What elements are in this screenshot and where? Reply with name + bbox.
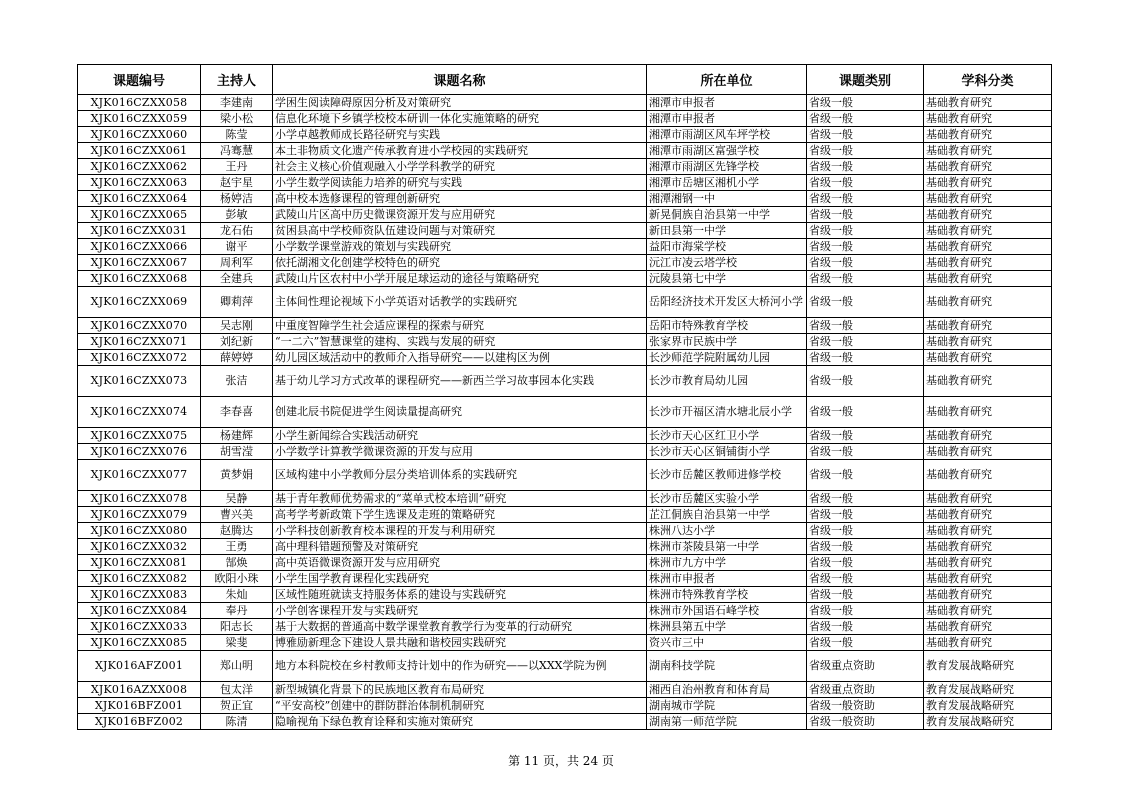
code-cell: XJK016CZXX060: [78, 127, 201, 143]
category-cell: 省级一般: [807, 539, 924, 555]
table-row: [78, 287, 1052, 318]
host-cell: 梁小松: [201, 111, 273, 127]
category-cell: 省级一般: [807, 397, 924, 428]
code-cell: XJK016CZXX058: [78, 95, 201, 111]
unit-cell: 湘潭市雨湖区富强学校: [647, 143, 807, 159]
subject-cell: 基础教育研究: [924, 635, 1052, 651]
unit-cell: 湘潭湘钢一中: [647, 191, 807, 207]
table-row: [78, 334, 1052, 350]
table-row: [78, 239, 1052, 255]
code-cell: XJK016CZXX063: [78, 175, 201, 191]
subject-cell: 基础教育研究: [924, 428, 1052, 444]
host-cell: 吴静: [201, 491, 273, 507]
title-cell: 学困生阅读障碍原因分析及对策研究: [273, 95, 647, 111]
category-cell: 省级一般: [807, 603, 924, 619]
category-cell: 省级一般资助: [807, 714, 924, 730]
unit-cell: 新晃侗族自治县第一中学: [647, 207, 807, 223]
host-cell: 全建兵: [201, 271, 273, 287]
category-cell: 省级一般: [807, 555, 924, 571]
host-cell: 冯骞慧: [201, 143, 273, 159]
code-cell: XJK016CZXX075: [78, 428, 201, 444]
host-cell: 张洁: [201, 366, 273, 397]
category-cell: 省级一般: [807, 255, 924, 271]
host-cell: 包太洋: [201, 682, 273, 698]
subject-cell: 基础教育研究: [924, 350, 1052, 366]
title-cell: 小学生新闻综合实践活动研究: [273, 428, 647, 444]
subject-cell: 基础教育研究: [924, 111, 1052, 127]
code-cell: XJK016CZXX067: [78, 255, 201, 271]
subject-cell: 基础教育研究: [924, 444, 1052, 460]
table-row: [78, 223, 1052, 239]
host-cell: 吴志刚: [201, 318, 273, 334]
category-cell: 省级一般资助: [807, 698, 924, 714]
code-cell: XJK016CZXX073: [78, 366, 201, 397]
subject-cell: 基础教育研究: [924, 603, 1052, 619]
subject-cell: 基础教育研究: [924, 334, 1052, 350]
category-cell: 省级一般: [807, 318, 924, 334]
host-cell: 奉丹: [201, 603, 273, 619]
code-cell: XJK016CZXX084: [78, 603, 201, 619]
title-cell: 高中英语微课资源开发与应用研究: [273, 555, 647, 571]
host-cell: 曹兴美: [201, 507, 273, 523]
code-cell: XJK016CZXX077: [78, 460, 201, 491]
host-cell: 胡雪滢: [201, 444, 273, 460]
title-cell: 高考学考新政策下学生选课及走班的策略研究: [273, 507, 647, 523]
page-number: 第 11 页，共 24 页: [508, 754, 614, 768]
title-cell: “平安高校”创建中的群防群治体制机制研究: [273, 698, 647, 714]
table-row: [78, 366, 1052, 397]
code-cell: XJK016CZXX071: [78, 334, 201, 350]
subject-cell: 基础教育研究: [924, 318, 1052, 334]
title-cell: 高中校本选修课程的管理创新研究: [273, 191, 647, 207]
unit-cell: 长沙市天心区铜铺街小学: [647, 444, 807, 460]
category-cell: 省级一般: [807, 223, 924, 239]
category-cell: 省级一般: [807, 175, 924, 191]
subject-cell: 基础教育研究: [924, 255, 1052, 271]
host-cell: 朱灿: [201, 587, 273, 603]
table-row: [78, 539, 1052, 555]
unit-cell: 长沙市岳麓区教师进修学校: [647, 460, 807, 491]
category-cell: 省级一般: [807, 523, 924, 539]
unit-cell: 株洲八达小学: [647, 523, 807, 539]
table-row: [78, 159, 1052, 175]
table-row: [78, 587, 1052, 603]
title-cell: 高中理科错题预警及对策研究: [273, 539, 647, 555]
host-cell: 梁斐: [201, 635, 273, 651]
table-row: [78, 191, 1052, 207]
category-cell: 省级一般: [807, 571, 924, 587]
subject-cell: 基础教育研究: [924, 397, 1052, 428]
title-cell: 中重度智障学生社会适应课程的探索与研究: [273, 318, 647, 334]
header-row: [78, 65, 1052, 95]
title-cell: 本土非物质文化遗产传承教育进小学校园的实践研究: [273, 143, 647, 159]
code-cell: XJK016CZXX068: [78, 271, 201, 287]
title-cell: 小学科技创新教育校本课程的开发与利用研究: [273, 523, 647, 539]
host-cell: 郜焕: [201, 555, 273, 571]
subject-cell: 基础教育研究: [924, 223, 1052, 239]
unit-cell: 长沙市开福区清水塘北辰小学: [647, 397, 807, 428]
header-category: 课题类别: [807, 65, 924, 95]
unit-cell: 长沙市教育局幼儿园: [647, 366, 807, 397]
unit-cell: 益阳市海棠学校: [647, 239, 807, 255]
host-cell: 周利军: [201, 255, 273, 271]
unit-cell: 株洲市茶陵县第一中学: [647, 539, 807, 555]
unit-cell: 张家界市民族中学: [647, 334, 807, 350]
host-cell: 黄梦娟: [201, 460, 273, 491]
project-list-sheet: [77, 64, 1051, 730]
table-row: [78, 698, 1052, 714]
table-row: [78, 507, 1052, 523]
title-cell: 小学卓越教师成长路径研究与实践: [273, 127, 647, 143]
category-cell: 省级一般: [807, 635, 924, 651]
host-cell: 李春喜: [201, 397, 273, 428]
category-cell: 省级一般: [807, 444, 924, 460]
subject-cell: 基础教育研究: [924, 143, 1052, 159]
unit-cell: 岳阳市特殊教育学校: [647, 318, 807, 334]
title-cell: 武陵山片区农村中小学开展足球运动的途径与策略研究: [273, 271, 647, 287]
code-cell: XJK016CZXX072: [78, 350, 201, 366]
table-row: [78, 318, 1052, 334]
code-cell: XJK016CZXX032: [78, 539, 201, 555]
category-cell: 省级一般: [807, 127, 924, 143]
title-cell: 小学生国学教育课程化实践研究: [273, 571, 647, 587]
title-cell: 区域构建中小学教师分层分类培训体系的实践研究: [273, 460, 647, 491]
subject-cell: 基础教育研究: [924, 127, 1052, 143]
code-cell: XJK016CZXX069: [78, 287, 201, 318]
title-cell: 依托湖湘文化创建学校特色的研究: [273, 255, 647, 271]
subject-cell: 基础教育研究: [924, 159, 1052, 175]
table-row: [78, 444, 1052, 460]
title-cell: “一二六”智慧课堂的建构、实践与发展的研究: [273, 334, 647, 350]
code-cell: XJK016CZXX064: [78, 191, 201, 207]
title-cell: 新型城镇化背景下的民族地区教育布局研究: [273, 682, 647, 698]
unit-cell: 湖南科技学院: [647, 651, 807, 682]
category-cell: 省级一般: [807, 366, 924, 397]
host-cell: 赵腾达: [201, 523, 273, 539]
unit-cell: 沅陵县第七中学: [647, 271, 807, 287]
subject-cell: 基础教育研究: [924, 191, 1052, 207]
category-cell: 省级一般: [807, 428, 924, 444]
subject-cell: 基础教育研究: [924, 587, 1052, 603]
code-cell: XJK016CZXX031: [78, 223, 201, 239]
subject-cell: 基础教育研究: [924, 366, 1052, 397]
unit-cell: 湘潭市雨湖区风车坪学校: [647, 127, 807, 143]
category-cell: 省级一般: [807, 143, 924, 159]
category-cell: 省级一般: [807, 95, 924, 111]
table-row: [78, 571, 1052, 587]
unit-cell: 株洲市特殊教育学校: [647, 587, 807, 603]
code-cell: XJK016CZXX080: [78, 523, 201, 539]
category-cell: 省级一般: [807, 159, 924, 175]
table-row: [78, 682, 1052, 698]
unit-cell: 湖南城市学院: [647, 698, 807, 714]
table-row: [78, 651, 1052, 682]
category-cell: 省级一般: [807, 191, 924, 207]
table-row: [78, 207, 1052, 223]
unit-cell: 沅江市凌云塔学校: [647, 255, 807, 271]
table-row: [78, 111, 1052, 127]
title-cell: 贫困县高中学校师资队伍建设问题与对策研究: [273, 223, 647, 239]
category-cell: 省级一般: [807, 111, 924, 127]
category-cell: 省级一般: [807, 334, 924, 350]
host-cell: 郑山明: [201, 651, 273, 682]
subject-cell: 基础教育研究: [924, 619, 1052, 635]
host-cell: 王丹: [201, 159, 273, 175]
host-cell: 杨婷洁: [201, 191, 273, 207]
table-row: [78, 619, 1052, 635]
table-row: [78, 255, 1052, 271]
host-cell: 李建南: [201, 95, 273, 111]
code-cell: XJK016CZXX059: [78, 111, 201, 127]
code-cell: XJK016AZXX008: [78, 682, 201, 698]
code-cell: XJK016CZXX082: [78, 571, 201, 587]
table-row: [78, 714, 1052, 730]
table-row: [78, 491, 1052, 507]
table-row: [78, 555, 1052, 571]
subject-cell: 基础教育研究: [924, 207, 1052, 223]
title-cell: 基于大数据的普通高中数学课堂教育教学行为变革的行动研究: [273, 619, 647, 635]
category-cell: 省级一般: [807, 287, 924, 318]
unit-cell: 长沙师范学院附属幼儿园: [647, 350, 807, 366]
category-cell: 省级一般: [807, 271, 924, 287]
code-cell: XJK016CZXX074: [78, 397, 201, 428]
title-cell: 博雅励新理念下建设人景共融和谐校园实践研究: [273, 635, 647, 651]
host-cell: 贺正宜: [201, 698, 273, 714]
title-cell: 隐喻视角下绿色教育诠释和实施对策研究: [273, 714, 647, 730]
unit-cell: 株洲市外国语石峰学校: [647, 603, 807, 619]
title-cell: 小学创客课程开发与实践研究: [273, 603, 647, 619]
subject-cell: 基础教育研究: [924, 271, 1052, 287]
table-row: [78, 523, 1052, 539]
project-table: [77, 64, 1052, 730]
unit-cell: 长沙市天心区红卫小学: [647, 428, 807, 444]
host-cell: 陈莹: [201, 127, 273, 143]
host-cell: 陈清: [201, 714, 273, 730]
subject-cell: 基础教育研究: [924, 460, 1052, 491]
category-cell: 省级一般: [807, 507, 924, 523]
code-cell: XJK016CZXX070: [78, 318, 201, 334]
subject-cell: 教育发展战略研究: [924, 714, 1052, 730]
code-cell: XJK016AFZ001: [78, 651, 201, 682]
host-cell: 薛婷婷: [201, 350, 273, 366]
title-cell: 主体间性理论视域下小学英语对话教学的实践研究: [273, 287, 647, 318]
host-cell: 卿莉萍: [201, 287, 273, 318]
subject-cell: 教育发展战略研究: [924, 651, 1052, 682]
unit-cell: 株洲市九方中学: [647, 555, 807, 571]
header-title: 课题名称: [273, 65, 647, 95]
category-cell: 省级一般: [807, 350, 924, 366]
unit-cell: 资兴市三中: [647, 635, 807, 651]
host-cell: 刘纪新: [201, 334, 273, 350]
table-row: [78, 143, 1052, 159]
code-cell: XJK016BFZ001: [78, 698, 201, 714]
subject-cell: 教育发展战略研究: [924, 682, 1052, 698]
table-row: [78, 428, 1052, 444]
unit-cell: 芷江侗族自治县第一中学: [647, 507, 807, 523]
unit-cell: 株洲县第五中学: [647, 619, 807, 635]
host-cell: 阳志长: [201, 619, 273, 635]
code-cell: XJK016CZXX081: [78, 555, 201, 571]
table-row: [78, 95, 1052, 111]
unit-cell: 长沙市岳麓区实验小学: [647, 491, 807, 507]
unit-cell: 湘潭市申报者: [647, 111, 807, 127]
category-cell: 省级重点资助: [807, 682, 924, 698]
header-host: 主持人: [201, 65, 273, 95]
subject-cell: 基础教育研究: [924, 523, 1052, 539]
category-cell: 省级重点资助: [807, 651, 924, 682]
subject-cell: 基础教育研究: [924, 239, 1052, 255]
code-cell: XJK016CZXX065: [78, 207, 201, 223]
title-cell: 小学数学课堂游戏的策划与实践研究: [273, 239, 647, 255]
subject-cell: 基础教育研究: [924, 507, 1052, 523]
subject-cell: 基础教育研究: [924, 491, 1052, 507]
host-cell: 彭敏: [201, 207, 273, 223]
title-cell: 创建北辰书院促进学生阅读量提高研究: [273, 397, 647, 428]
code-cell: XJK016CZXX078: [78, 491, 201, 507]
unit-cell: 岳阳经济技术开发区大桥河小学: [647, 287, 807, 318]
subject-cell: 基础教育研究: [924, 95, 1052, 111]
title-cell: 基于青年教师优势需求的“菜单式校本培训”研究: [273, 491, 647, 507]
category-cell: 省级一般: [807, 619, 924, 635]
category-cell: 省级一般: [807, 460, 924, 491]
unit-cell: 湘西自治州教育和体育局: [647, 682, 807, 698]
host-cell: 龙石佑: [201, 223, 273, 239]
subject-cell: 基础教育研究: [924, 555, 1052, 571]
code-cell: XJK016CZXX083: [78, 587, 201, 603]
title-cell: 小学生数学阅读能力培养的研究与实践: [273, 175, 647, 191]
code-cell: XJK016CZXX066: [78, 239, 201, 255]
category-cell: 省级一般: [807, 587, 924, 603]
table-row: [78, 175, 1052, 191]
code-cell: XJK016CZXX085: [78, 635, 201, 651]
subject-cell: 基础教育研究: [924, 571, 1052, 587]
subject-cell: 基础教育研究: [924, 175, 1052, 191]
table-row: [78, 397, 1052, 428]
unit-cell: 湖南第一师范学院: [647, 714, 807, 730]
subject-cell: 基础教育研究: [924, 539, 1052, 555]
title-cell: 基于幼儿学习方式改革的课程研究——新西兰学习故事园本化实践: [273, 366, 647, 397]
unit-cell: 湘潭市申报者: [647, 95, 807, 111]
unit-cell: 湘潭市雨湖区先锋学校: [647, 159, 807, 175]
host-cell: 赵宇星: [201, 175, 273, 191]
table-row: [78, 460, 1052, 491]
category-cell: 省级一般: [807, 207, 924, 223]
table-row: [78, 350, 1052, 366]
title-cell: 地方本科院校在乡村教师支持计划中的作为研究——以XXX学院为例: [273, 651, 647, 682]
header-code: 课题编号: [78, 65, 201, 95]
host-cell: 杨建辉: [201, 428, 273, 444]
code-cell: XJK016CZXX079: [78, 507, 201, 523]
unit-cell: 新田县第一中学: [647, 223, 807, 239]
title-cell: 区域性随班就读支持服务体系的建设与实践研究: [273, 587, 647, 603]
subject-cell: 基础教育研究: [924, 287, 1052, 318]
table-body: [78, 95, 1052, 730]
header-subject: 学科分类: [924, 65, 1052, 95]
table-row: [78, 127, 1052, 143]
header-unit: 所在单位: [647, 65, 807, 95]
code-cell: XJK016CZXX076: [78, 444, 201, 460]
subject-cell: 教育发展战略研究: [924, 698, 1052, 714]
code-cell: XJK016CZXX061: [78, 143, 201, 159]
title-cell: 小学数学计算教学微课资源的开发与应用: [273, 444, 647, 460]
table-row: [78, 603, 1052, 619]
category-cell: 省级一般: [807, 239, 924, 255]
category-cell: 省级一般: [807, 491, 924, 507]
code-cell: XJK016CZXX033: [78, 619, 201, 635]
title-cell: 武陵山片区高中历史微课资源开发与应用研究: [273, 207, 647, 223]
title-cell: 信息化环境下乡镇学校校本研训一体化实施策略的研究: [273, 111, 647, 127]
unit-cell: 湘潭市岳塘区湘机小学: [647, 175, 807, 191]
code-cell: XJK016CZXX062: [78, 159, 201, 175]
table-row: [78, 271, 1052, 287]
host-cell: 谢平: [201, 239, 273, 255]
code-cell: XJK016BFZ002: [78, 714, 201, 730]
title-cell: 幼儿园区域活动中的教师介入指导研究——以建构区为例: [273, 350, 647, 366]
host-cell: 王勇: [201, 539, 273, 555]
unit-cell: 株洲市申报者: [647, 571, 807, 587]
title-cell: 社会主义核心价值观融入小学学科教学的研究: [273, 159, 647, 175]
table-row: [78, 635, 1052, 651]
host-cell: 欧阳小珠: [201, 571, 273, 587]
